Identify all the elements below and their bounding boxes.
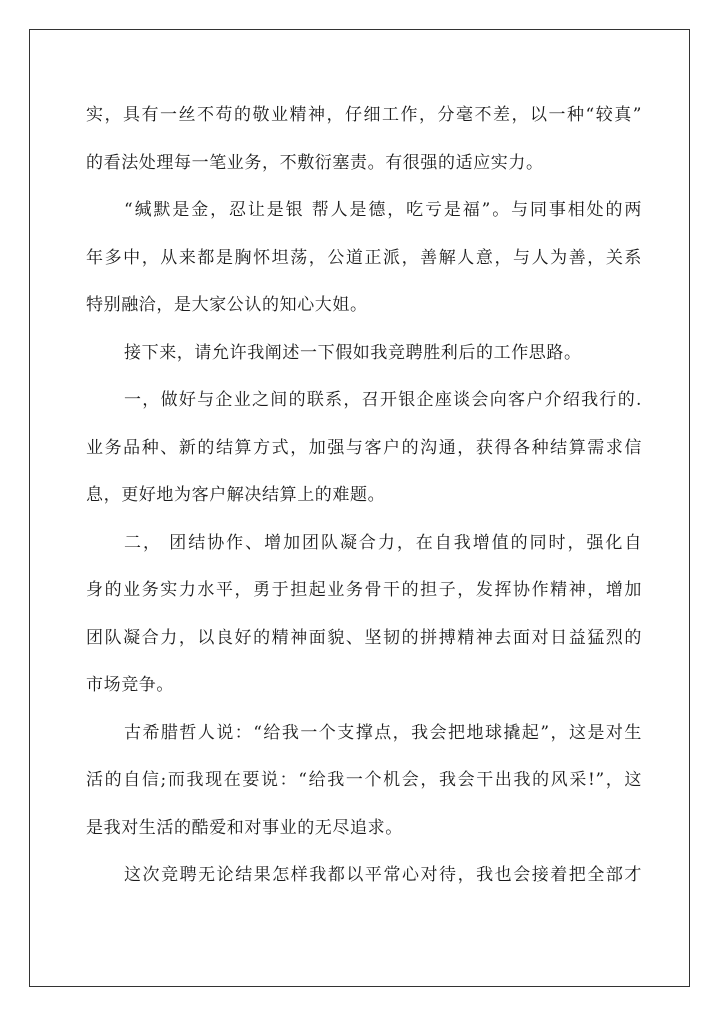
text-line: 二， 团结协作、增加团队凝合力，在自我增值的同时，强化自 <box>124 532 642 553</box>
text-line: 身的业务实力水平，勇于担起业务骨干的担子，发挥协作精神，增加 <box>86 580 642 600</box>
text-line: 市场竞争。 <box>86 675 174 695</box>
text-line: 息，更好地为客户解决结算上的难题。 <box>86 485 386 505</box>
text-line: “缄默是金，忍让是银 帮人是德，吃亏是福”。与同事相处的两 <box>124 200 642 220</box>
text-line: 年多中，从来都是胸怀坦荡，公道正派，善解人意，与人为善，关系 <box>86 247 642 268</box>
text-line: 是我对生活的酷爱和对事业的无尽追求。 <box>86 817 403 838</box>
text-line: 的看法处理每一笔业务，不敷衍塞责。有很强的适应实力。 <box>86 152 544 173</box>
text-line: 这次竞聘无论结果怎样我都以平常心对待，我也会接着把全部才 <box>124 865 642 885</box>
text-line: 实，具有一丝不苟的敬业精神，仔细工作，分毫不差，以一种“较真” <box>86 105 642 125</box>
text-line: 业务品种、新的结算方式，加强与客户的沟通，获得各种结算需求信 <box>86 437 642 458</box>
text-line: 团队凝合力，以良好的精神面貌、坚韧的拼搏精神去面对日益猛烈的 <box>86 627 642 648</box>
document-body <box>86 92 642 900</box>
text-line: 接下来，请允许我阐述一下假如我竞聘胜利后的工作思路。 <box>124 342 582 363</box>
text-line: 特别融洽，是大家公认的知心大姐。 <box>86 295 368 315</box>
text-line: 古希腊哲人说：“给我一个支撑点，我会把地球撬起”，这是对生 <box>124 722 642 743</box>
text-line: 活的自信;而我现在要说：“给我一个机会，我会干出我的风采!”，这 <box>86 770 642 790</box>
text-line: 一，做好与企业之间的联系，召开银企座谈会向客户介绍我行的. <box>124 390 642 410</box>
